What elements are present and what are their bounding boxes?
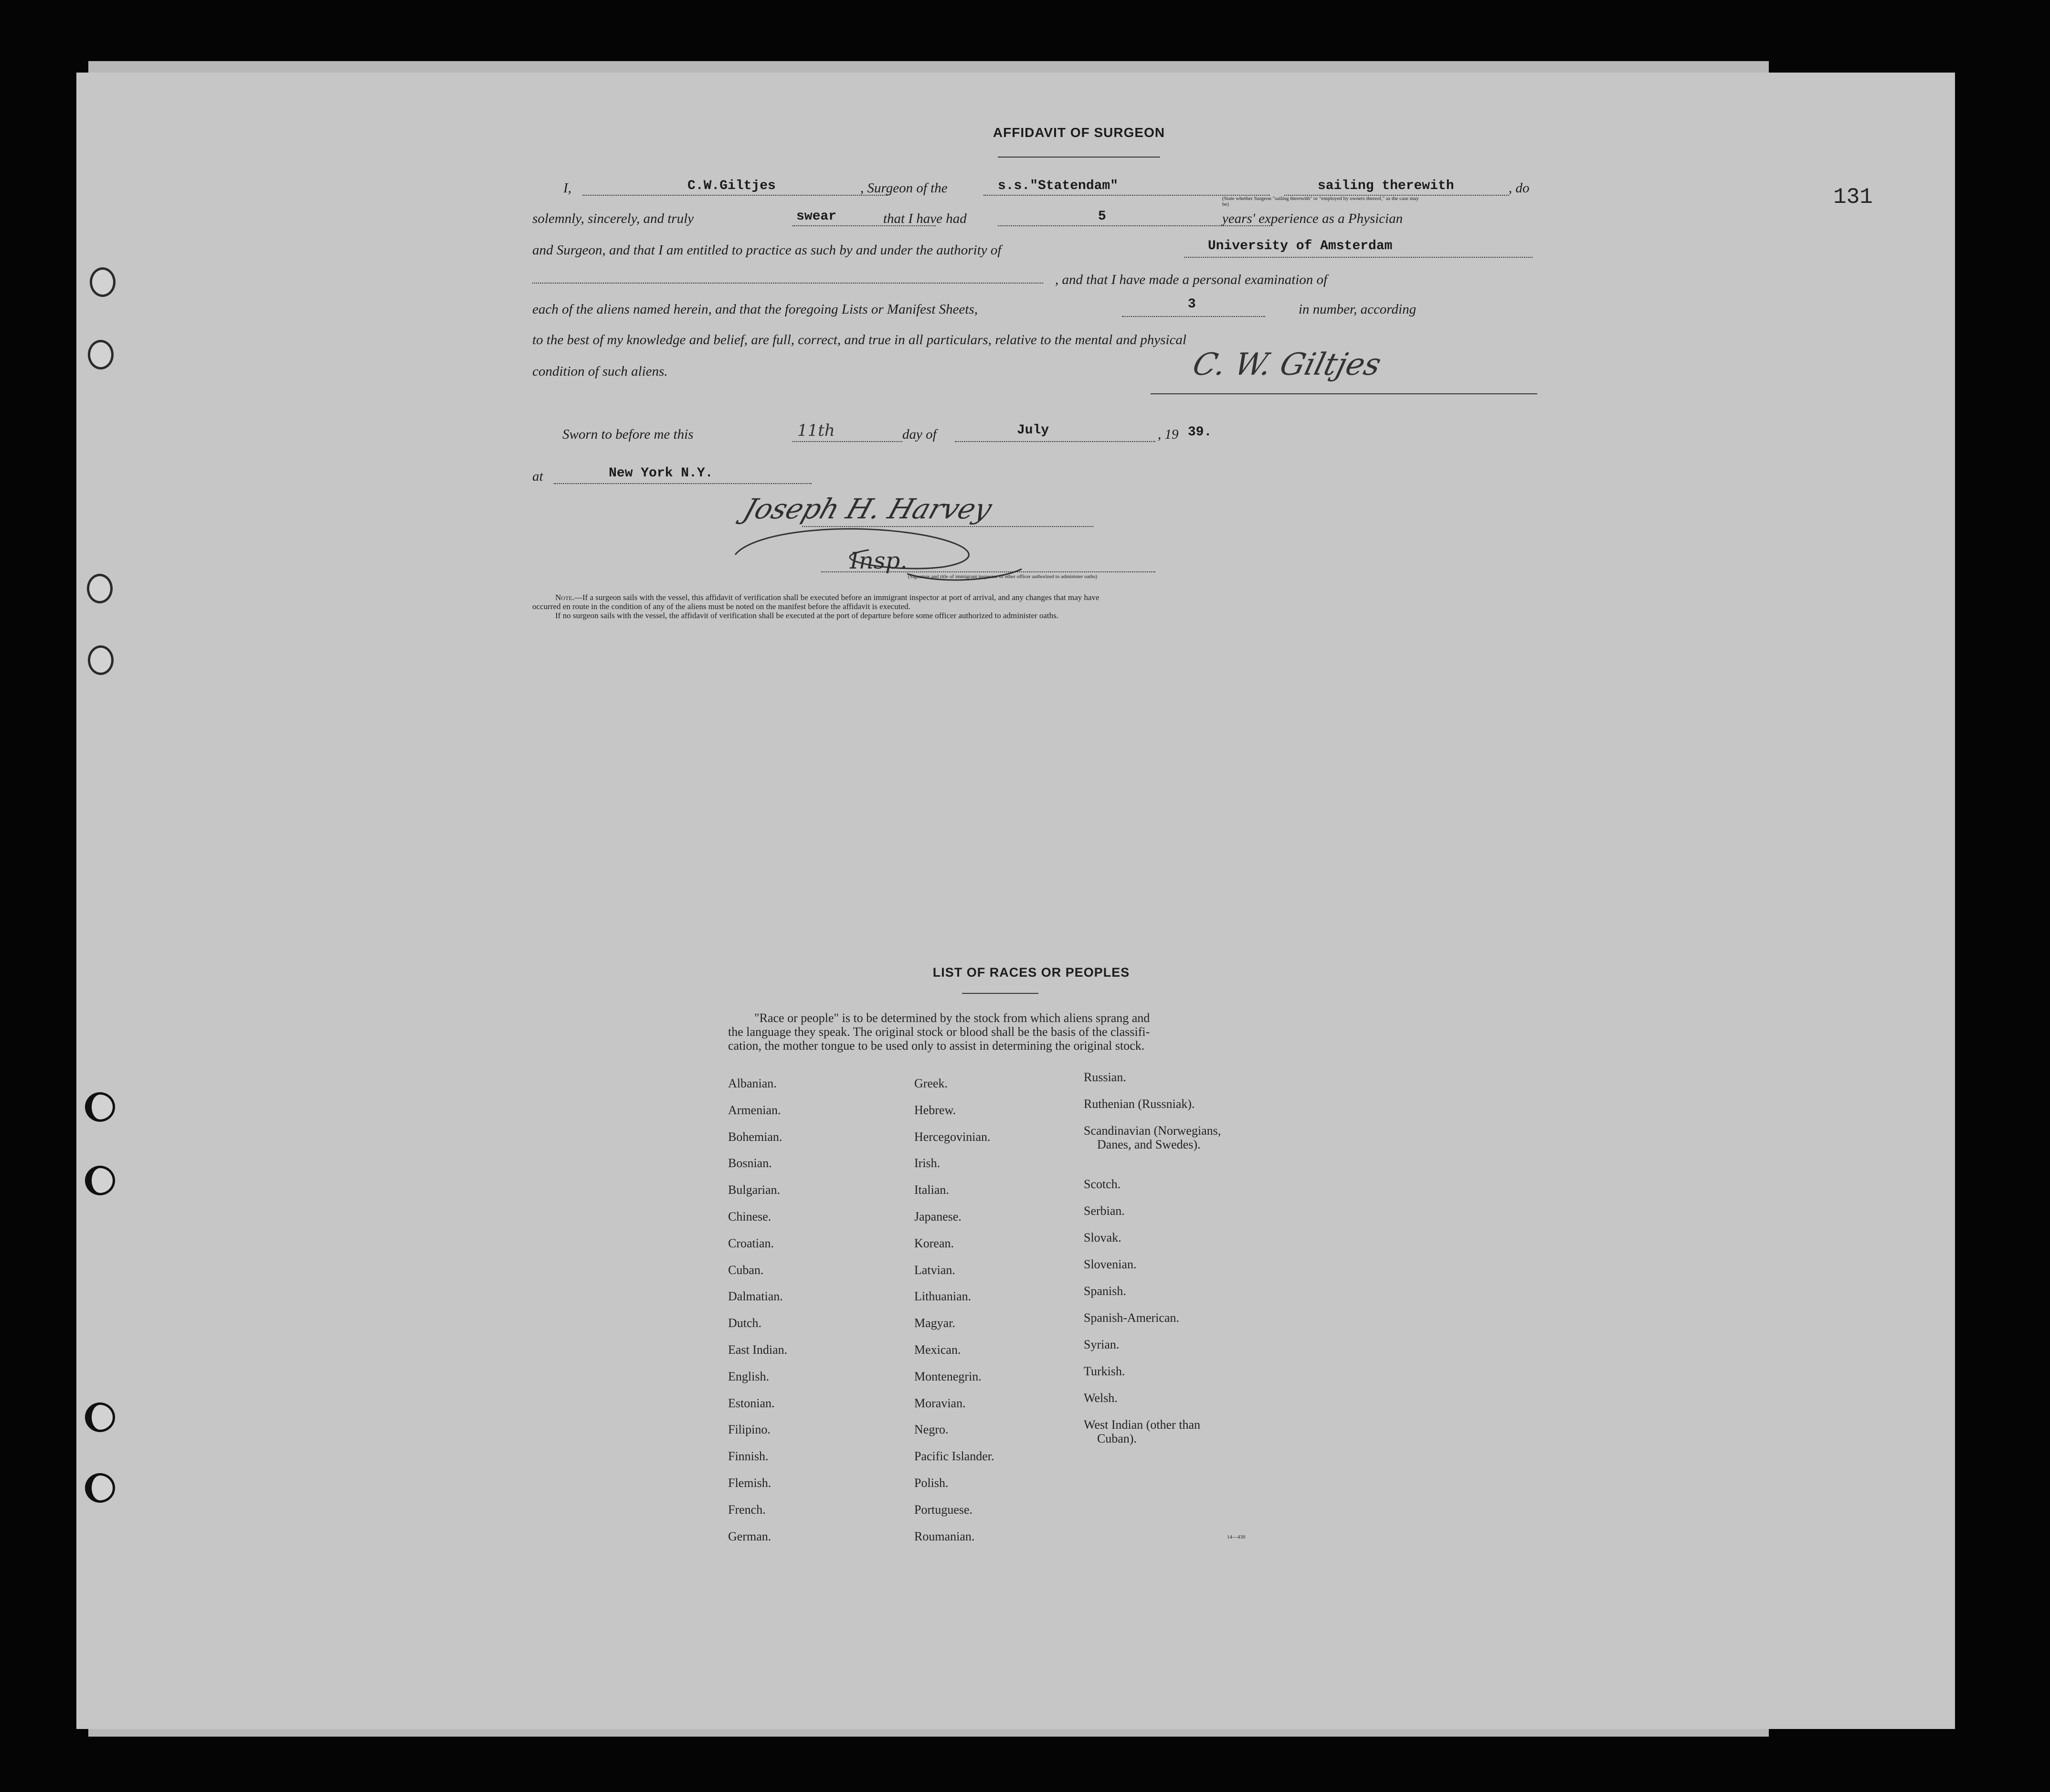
race-item: Slovak. — [1084, 1231, 1121, 1244]
sworn-year: 39. — [1188, 425, 1212, 440]
race-item: Negro. — [914, 1423, 949, 1437]
authority-institution: University of Amsterdam — [1208, 239, 1393, 253]
inspector-title-blank — [821, 571, 1155, 572]
have-had-label: that I have had — [883, 211, 967, 226]
experience-label: years' experience as a Physician — [1222, 211, 1403, 226]
name-blank — [582, 195, 888, 196]
affidavit-i: I, — [563, 180, 571, 196]
race-item: German. — [728, 1529, 771, 1543]
race-item: Lithuanian. — [914, 1289, 972, 1304]
punch-hole — [85, 1473, 115, 1503]
race-item: Pacific Islander. — [914, 1449, 994, 1464]
year-prefix: , 19 — [1158, 427, 1179, 442]
race-item: Irish. — [914, 1156, 940, 1170]
surgeon-name: C.W.Giltjes — [687, 179, 776, 193]
race-item: Estonian. — [728, 1396, 775, 1410]
race-item: Portuguese. — [914, 1502, 973, 1517]
do-label: , do — [1509, 180, 1530, 196]
races-column-2 — [914, 1070, 1091, 1550]
solemnly-label: solemnly, sincerely, and truly — [532, 211, 694, 226]
race-item: Flemish. — [728, 1476, 771, 1490]
sworn-month: July — [1017, 423, 1049, 438]
race-item: Korean. — [914, 1236, 954, 1250]
race-item: Bosnian. — [728, 1156, 772, 1170]
sailing-status: sailing therewith — [1318, 179, 1454, 193]
knowledge-text: to the best of my knowledge and belief, are full, correct, and true in all particulars, relative to the mental and physical — [532, 332, 1187, 348]
title-rule — [998, 157, 1160, 158]
race-item: Hebrew. — [914, 1103, 956, 1117]
authority-continuation-blank — [532, 283, 1043, 284]
ship-name: s.s."Statendam" — [998, 179, 1119, 193]
race-item: Scandinavian (Norwegians, — [1084, 1124, 1221, 1138]
manifest-page — [76, 73, 1955, 1729]
race-item: Bohemian. — [728, 1129, 782, 1144]
race-item: Serbian. — [1084, 1204, 1125, 1218]
race-item: French. — [728, 1502, 766, 1517]
note-label: Note. — [555, 593, 574, 602]
form-code: 14—430 — [1227, 1534, 1246, 1540]
inspector-signature: Joseph H. Harvey — [739, 493, 996, 525]
place-blank — [554, 483, 812, 484]
inspector-title: Insp. — [850, 548, 908, 574]
races-intro — [728, 1011, 1330, 1053]
race-item: Italian. — [914, 1183, 949, 1197]
races-intro-line-3: cation, the mother tongue to be used only to assist in determining the original stock. — [728, 1039, 1145, 1053]
sheets-blank — [1122, 316, 1265, 317]
race-item: Turkish. — [1084, 1364, 1125, 1378]
race-item: Moravian. — [914, 1396, 966, 1410]
day-blank — [793, 441, 902, 442]
race-item: Hercegovinian. — [914, 1129, 991, 1144]
authority-blank — [1184, 257, 1532, 258]
race-item: Chinese. — [728, 1209, 771, 1223]
races-intro-line-2: the language they speak. The original stock or blood shall be the basis of the classifi- — [728, 1025, 1150, 1039]
race-item: Bulgarian. — [728, 1183, 781, 1197]
sworn-label: Sworn to before me this — [562, 427, 694, 442]
race-item: Dalmatian. — [728, 1289, 783, 1304]
race-item: Welsh. — [1084, 1391, 1118, 1405]
race-item: Slovenian. — [1084, 1257, 1137, 1271]
at-label: at — [532, 469, 543, 484]
race-item: Greek. — [914, 1076, 948, 1090]
race-item: Armenian. — [728, 1103, 781, 1117]
race-item: Spanish-American. — [1084, 1311, 1180, 1325]
race-item: Finnish. — [728, 1449, 769, 1464]
surgeon-of-label: , Surgeon of the — [860, 180, 948, 196]
punch-hole — [90, 267, 116, 297]
race-item: Japanese. — [914, 1209, 962, 1223]
punch-hole — [85, 1092, 115, 1122]
affidavit-note — [532, 593, 1540, 620]
manifest-sheets-text: each of the aliens named herein, and that the foregoing Lists or Manifest Sheets, — [532, 302, 978, 317]
month-blank — [955, 441, 1155, 442]
note-line-1: —If a surgeon sails with the vessel, this affidavit of verification shall be executed before an immigrant inspector at port of arrival, and any changes that may have — [574, 593, 1099, 602]
sworn-day: 11th — [797, 421, 835, 440]
race-item: Russian. — [1084, 1070, 1126, 1084]
signature-line — [1151, 393, 1537, 394]
race-item: East Indian. — [728, 1342, 788, 1357]
race-item: Cuban). — [1097, 1432, 1137, 1445]
condition-text: condition of such aliens. — [532, 364, 668, 379]
examination-text: , and that I have made a personal examination of — [1055, 272, 1328, 287]
signature-caption: (Signature and title of immigrant inspector or other officer authorized to administer oaths) — [908, 574, 1098, 580]
authority-label: and Surgeon, and that I am entitled to practice as such by and under the authority of — [532, 242, 1002, 258]
note-line-3: If no surgeon sails with the vessel, the affidavit of verification shall be executed at the port of departure before some officer authorized to administer oaths. — [555, 611, 1059, 620]
race-item: Magyar. — [914, 1316, 955, 1330]
race-item: Croatian. — [728, 1236, 774, 1250]
sheets-count: 3 — [1188, 297, 1196, 312]
punch-hole — [88, 340, 114, 369]
race-item: Albanian. — [728, 1076, 777, 1090]
punch-hole — [88, 645, 114, 675]
races-title-rule — [962, 993, 1038, 994]
race-item: Cuban. — [728, 1263, 764, 1277]
punch-hole — [87, 574, 113, 603]
punch-hole — [85, 1402, 115, 1432]
race-item: Scotch. — [1084, 1177, 1121, 1191]
years-experience: 5 — [1098, 209, 1106, 224]
race-item: Syrian. — [1084, 1338, 1120, 1351]
race-item: Montenegrin. — [914, 1369, 982, 1383]
race-item: Danes, and Swedes). — [1097, 1138, 1201, 1151]
races-intro-line-1: "Race or people" is to be determined by the stock from which aliens sprang and — [754, 1011, 1150, 1025]
race-item: Dutch. — [728, 1316, 762, 1330]
note-line-2: occurred en route in the condition of any of the aliens must be noted on the manifest before the affidavit is executed. — [532, 602, 910, 611]
races-title: LIST OF RACES OR PEOPLES — [932, 965, 1130, 980]
punch-hole — [85, 1166, 115, 1195]
race-item: Filipino. — [728, 1423, 771, 1437]
status-instruction: (State whether Surgeon "sailing therewith" or "employed by owners thereof," as the case may be) — [1222, 196, 1419, 207]
race-item: Ruthenian (Russniak). — [1084, 1097, 1195, 1111]
race-item: English. — [728, 1369, 769, 1383]
race-item: Roumanian. — [914, 1529, 975, 1543]
inspector-signature-blank — [802, 526, 1093, 527]
race-item: Mexican. — [914, 1342, 961, 1357]
race-item: West Indian (other than — [1084, 1418, 1201, 1432]
races-column-1 — [728, 1070, 905, 1550]
in-number-label: in number, according — [1299, 302, 1416, 317]
surgeon-signature: C. W. Giltjes — [1189, 347, 1385, 382]
day-of-label: day of — [902, 427, 937, 442]
race-item: Spanish. — [1084, 1284, 1126, 1298]
sworn-place: New York N.Y. — [609, 466, 713, 481]
race-item: Latvian. — [914, 1263, 955, 1277]
affidavit-title: AFFIDAVIT OF SURGEON — [993, 125, 1165, 140]
oath-type: swear — [796, 209, 837, 224]
page-number: 131 — [1833, 185, 1873, 210]
race-item: Polish. — [914, 1476, 949, 1490]
